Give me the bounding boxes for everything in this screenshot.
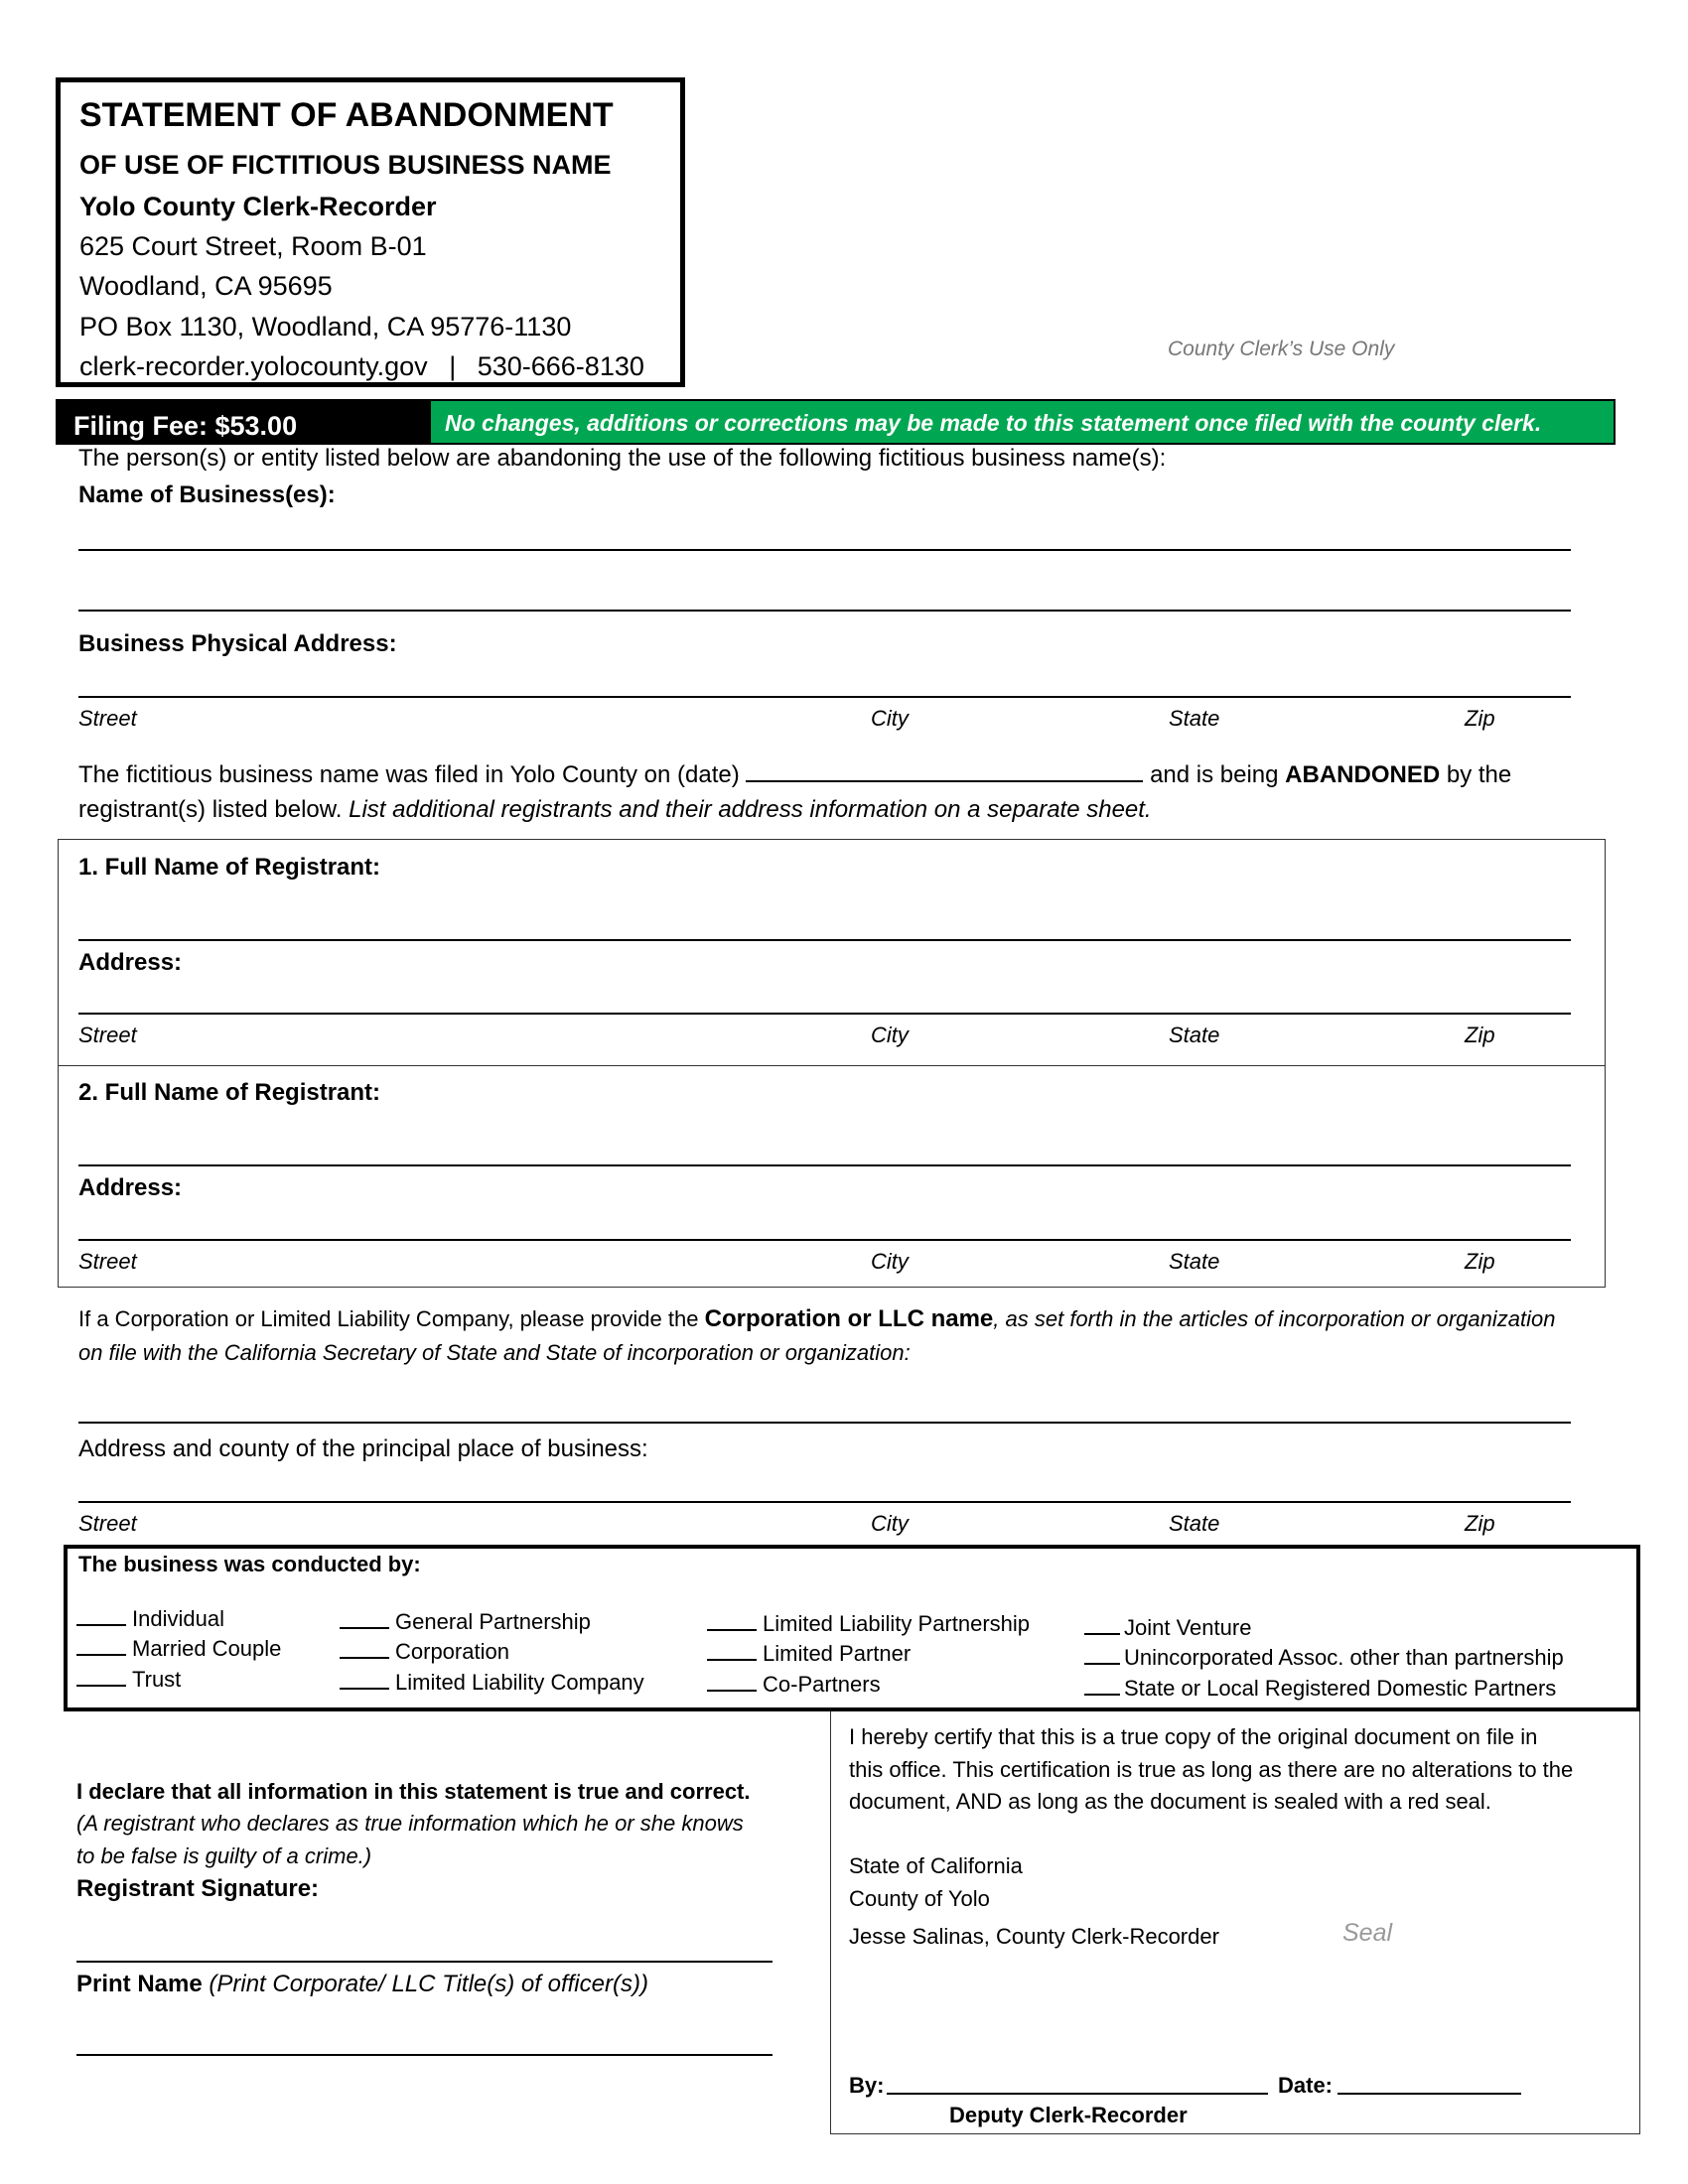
city-label: City [871,1023,909,1047]
city-label: City [871,1511,909,1536]
separator: | [449,351,457,381]
declaration-statement: I declare that all information in this statement is true and correct. [76,1779,751,1804]
business-name-line-1[interactable] [78,549,1571,551]
certification-line-1: I hereby certify that this is a true copy of the original document on file in [849,1724,1538,1749]
street-label: Street [78,706,137,731]
option-joint-venture[interactable]: Joint Venture [1084,1615,1251,1641]
street-label: Street [78,1249,137,1274]
business-address-line[interactable] [78,696,1571,698]
state-label: State [1169,1511,1220,1536]
certification-line-3: document, AND as long as the document is sealed with a red seal. [849,1789,1491,1814]
corp-instructions-2: on file with the California Secretary of State and State of incorporation or organization: [78,1340,911,1365]
corp-text-italic-1: , as set forth in the articles of incorporation or organization [993,1306,1556,1331]
notice-text: No changes, additions or corrections may be made to this statement once filed with the county clerk. [445,410,1542,436]
intro-text: The person(s) or entity listed below are abandoning the use of the following fictitious business name(s): [78,445,1167,472]
by-label: By: [849,2073,885,2098]
office-website[interactable]: clerk-recorder.yolocounty.gov [79,351,428,381]
corp-name-line[interactable] [78,1422,1571,1424]
option-general-partnership[interactable]: General Partnership [340,1609,591,1635]
filed-sentence [78,760,1511,789]
option-domestic-partners[interactable]: State or Local Registered Domestic Partners [1084,1676,1556,1702]
filed-date-line[interactable] [746,760,1143,782]
option-limited-partner[interactable]: Limited Partner [707,1641,911,1667]
declaration-warning-2: to be false is guilty of a crime.) [76,1843,372,1868]
print-name-line[interactable] [76,2054,773,2056]
city-label: City [871,706,909,731]
by-line[interactable] [887,2093,1268,2095]
registrant-1-address-label: Address: [78,949,183,976]
header-box [56,77,685,387]
filed-text-2: and is being [1150,761,1279,788]
state-label: State [1169,706,1220,731]
option-married-couple[interactable]: Married Couple [76,1636,281,1662]
cert-county: County of Yolo [849,1886,990,1911]
filed-text-1: The fictitious business name was filed in Yolo County on (date) [78,761,740,788]
signature-label: Registrant Signature: [76,1875,320,1902]
date-line[interactable] [1337,2093,1521,2095]
corp-text-bold: Corporation or LLC name [704,1305,994,1332]
registrants-box [58,839,1606,1288]
city-label: City [871,1249,909,1274]
filed-text-italic: List additional registrants and their address information on a separate sheet. [349,796,1152,823]
option-llc[interactable]: Limited Liability Company [340,1670,644,1696]
office-po-box: PO Box 1130, Woodland, CA 95776-1130 [79,312,572,341]
cert-state: State of California [849,1853,1023,1878]
registrants-divider [58,1065,1606,1066]
street-label: Street [78,1023,137,1047]
zip-label: Zip [1465,1511,1495,1536]
registrant-2-address-line[interactable] [78,1239,1571,1241]
registrant-2-name-line[interactable] [78,1164,1571,1166]
principal-place-line[interactable] [78,1501,1571,1503]
office-contact [79,351,644,382]
office-name: Yolo County Clerk-Recorder [79,192,437,221]
business-name-label: Name of Business(es): [78,481,336,508]
filed-text-3: by the [1446,761,1512,788]
registrant-1-address-line[interactable] [78,1013,1571,1015]
option-co-partners[interactable]: Co-Partners [707,1672,881,1698]
certification-line-2: this office. This certification is true as long as there are no alterations to the [849,1757,1574,1782]
business-address-label: Business Physical Address: [78,630,397,657]
corp-text-1: If a Corporation or Limited Liability Company, please provide the [78,1306,699,1331]
principal-place-label: Address and county of the principal place of business: [78,1435,648,1462]
filed-sentence-line-2 [78,796,1152,824]
cert-clerk: Jesse Salinas, County Clerk-Recorder [849,1924,1219,1949]
office-phone: 530-666-8130 [477,351,644,381]
filing-fee-bar [56,399,429,445]
zip-label: Zip [1465,1249,1495,1274]
form-subtitle: OF USE OF FICTITIOUS BUSINESS NAME [79,150,612,180]
option-trust[interactable]: Trust [76,1667,181,1693]
office-address-1: 625 Court Street, Room B-01 [79,231,427,261]
business-name-line-2[interactable] [78,610,1571,612]
corp-instructions-1 [78,1305,1555,1333]
clerk-use-only: County Clerk’s Use Only [1168,338,1395,360]
filing-fee: Filing Fee: $53.00 [73,411,298,441]
registrant-1-name-line[interactable] [78,939,1571,941]
state-label: State [1169,1023,1220,1047]
registrant-2-address-label: Address: [78,1174,183,1201]
zip-label: Zip [1465,1023,1495,1047]
street-label: Street [78,1511,137,1536]
zip-label: Zip [1465,706,1495,731]
print-name-text: Print Name [76,1971,203,1997]
abandoned-text: ABANDONED [1285,761,1441,788]
print-name-label [76,1971,648,1998]
signature-line[interactable] [76,1961,773,1963]
state-label: State [1169,1249,1220,1274]
date-label: Date: [1278,2073,1334,2098]
deputy-label: Deputy Clerk-Recorder [949,2103,1188,2127]
form-title: STATEMENT OF ABANDONMENT [79,96,614,134]
notice-bar [429,399,1616,445]
registrant-1-label: 1. Full Name of Registrant: [78,854,381,881]
declaration-warning-1: (A registrant who declares as true information which he or she knows [76,1811,744,1836]
seal-placeholder: Seal [1342,1919,1393,1947]
conducted-by-title: The business was conducted by: [78,1552,421,1576]
office-address-2: Woodland, CA 95695 [79,271,333,301]
registrant-2-label: 2. Full Name of Registrant: [78,1079,381,1106]
print-name-note: (Print Corporate/ LLC Title(s) of officer(s)) [209,1971,648,1997]
option-corporation[interactable]: Corporation [340,1639,509,1665]
option-llp[interactable]: Limited Liability Partnership [707,1611,1030,1637]
option-unincorporated-assoc[interactable]: Unincorporated Assoc. other than partnership [1084,1645,1564,1671]
filed-text-4: registrant(s) listed below. [78,796,343,823]
option-individual[interactable]: Individual [76,1606,224,1632]
